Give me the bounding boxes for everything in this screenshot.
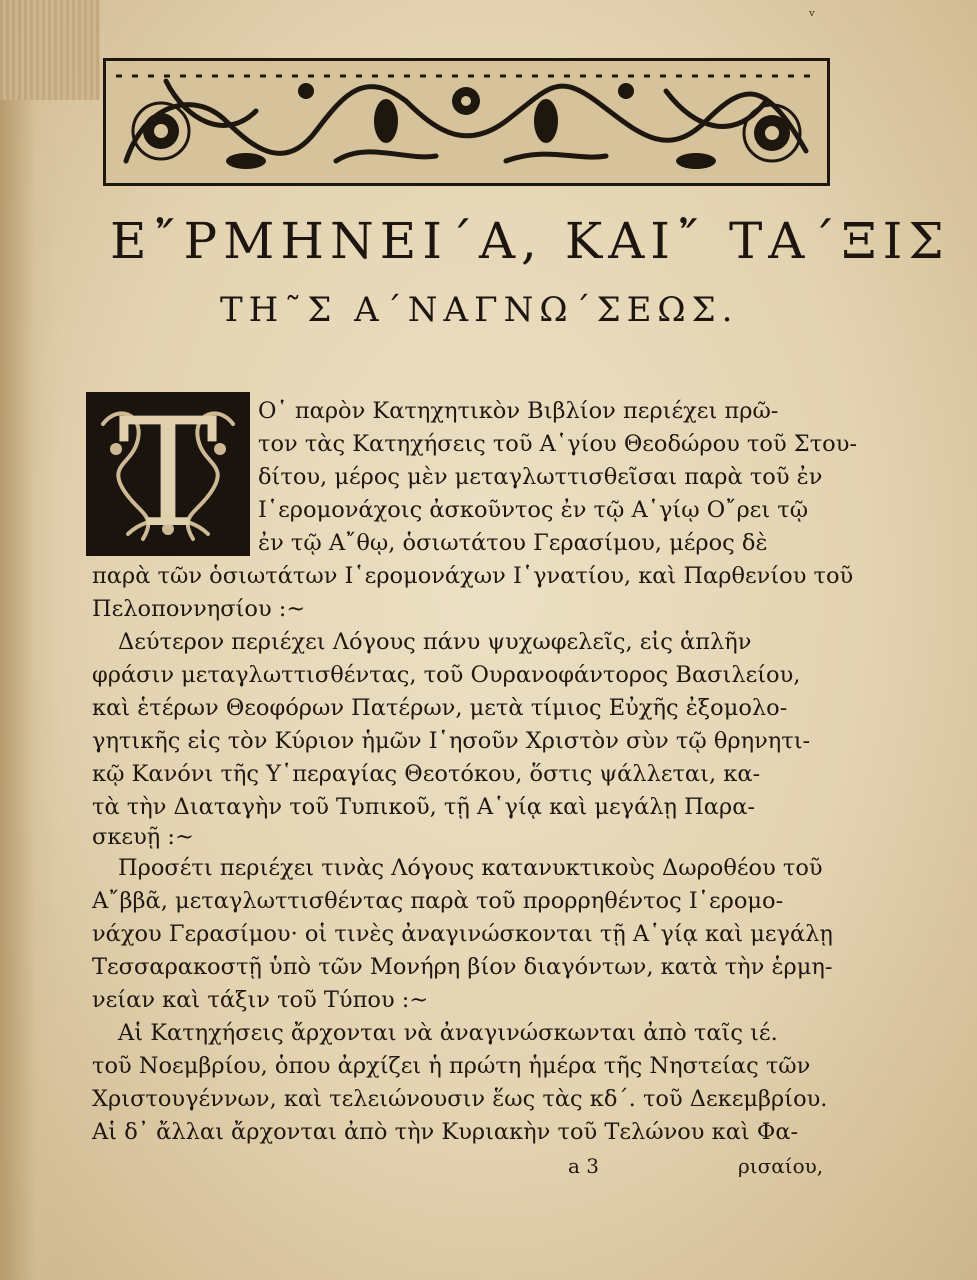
page-subtitle: ΤΗ῀Σ Α΄ΝΑΓΝΩ΄ΣΕΩΣ. <box>220 290 739 330</box>
text-line: Δεύτερον περιέχει Λόγους πάνυ ψυχωφελεῖς, εἰς ἁπλῆν <box>118 629 752 655</box>
text-line: τον τὰς Κατηχήσεις τοῦ Α῾γίου Θεοδώρου τοῦ Στου- <box>258 431 857 457</box>
text-line: παρὰ τῶν ὁσιωτάτων Ι῾ερομονάχων Ι῾γνατίου, καὶ Παρθενίου τοῦ <box>92 563 854 589</box>
text-line: σκευῇ :~ <box>92 824 194 850</box>
text-line: νείαν καὶ τάξιν τοῦ Τύπου :~ <box>92 987 429 1013</box>
ornamental-headpiece <box>103 58 830 186</box>
text-line: Ο῾ παρὸν Κατηχητικὸν Βιβλίον περιέχει πρῶ- <box>258 398 779 424</box>
initial-letter: Τ <box>117 387 219 561</box>
catchword: ρισαίου, <box>738 1154 824 1178</box>
text-line: νάχου Γερασίμου· οἱ τινὲς ἀναγινώσκονται τῇ Α῾γίᾳ καὶ μεγάλῃ <box>92 921 833 947</box>
text-line: δίτου, μέρος μὲν μεταγλωττισθεῖσαι παρὰ τοῦ ἐν <box>258 464 823 490</box>
text-line: Προσέτι περιέχει τινὰς Λόγους κατανυκτικοὺς Δωροθέου τοῦ <box>118 855 823 881</box>
binding-tape <box>0 0 100 100</box>
text-line: Πελοποννησίου :~ <box>92 596 306 622</box>
decorated-initial <box>86 387 250 561</box>
text-line: γητικῆς εἰς τὸν Κύριον ἡμῶν Ι῾ησοῦν Χριστὸν σὺν τῷ θρηνητι- <box>92 728 811 754</box>
page-title: Ε῎ΡΜΗΝΕΙ΄Α, ΚΑΙ῎ ΤΑ΄ΞΙΣ <box>110 212 950 270</box>
text-line: φράσιν μεταγλωττισθέντας, τοῦ Ουρανοφάντορος Βασιλείου, <box>92 662 801 688</box>
text-line: καὶ ἑτέρων Θεοφόρων Πατέρων, μετὰ τίμιος Εὐχῆς ἐξομολο- <box>92 695 788 721</box>
text-line: Αἱ Κατηχήσεις ἄρχονται νὰ ἀναγινώσκωνται ἀπὸ ταῖς ιέ. <box>118 1020 778 1046</box>
text-line: τοῦ Νοεμβρίου, ὁπου ἀρχίζει ἡ πρώτη ἡμέρα τῆς Νηστείας τῶν <box>92 1053 811 1079</box>
corner-mark: ᵛ <box>809 6 815 25</box>
signature-mark: a 3 <box>568 1154 600 1178</box>
text-line: Α῎ββᾶ, μεταγλωττισθέντας παρὰ τοῦ προρρηθέντος Ι῾ερομο- <box>92 888 784 914</box>
text-line: Τεσσαρακοστῇ ὑπὸ τῶν Μονήρη βίον διαγόντων, κατὰ τὴν ἑρμη- <box>92 954 833 980</box>
text-line: Αἱ δ᾽ ἄλλαι ἄρχονται ἀπὸ τὴν Κυριακὴν τοῦ Τελώνου καὶ Φα- <box>92 1119 799 1145</box>
text-line: τὰ τὴν Διαταγὴν τοῦ Τυπικοῦ, τῇ Α῾γίᾳ καὶ μεγάλῃ Παρα- <box>92 794 756 820</box>
text-line: Ι῾ερομονάχοις ἀσκοῦντος ἐν τῷ Α῾γίῳ Ο῎ρει τῷ <box>258 497 809 523</box>
text-line: ἐν τῷ Α῎θῳ, ὁσιωτάτου Γερασίμου, μέρος δὲ <box>258 530 768 556</box>
text-line: Χριστουγέννων, καὶ τελειώνουσιν ἕως τὰς κδ΄. τοῦ Δεκεμβρίου. <box>92 1086 828 1112</box>
text-line: κῷ Κανόνι τῆς Υ῾περαγίας Θεοτόκου, ὅστις ψάλλεται, κα- <box>92 761 761 787</box>
